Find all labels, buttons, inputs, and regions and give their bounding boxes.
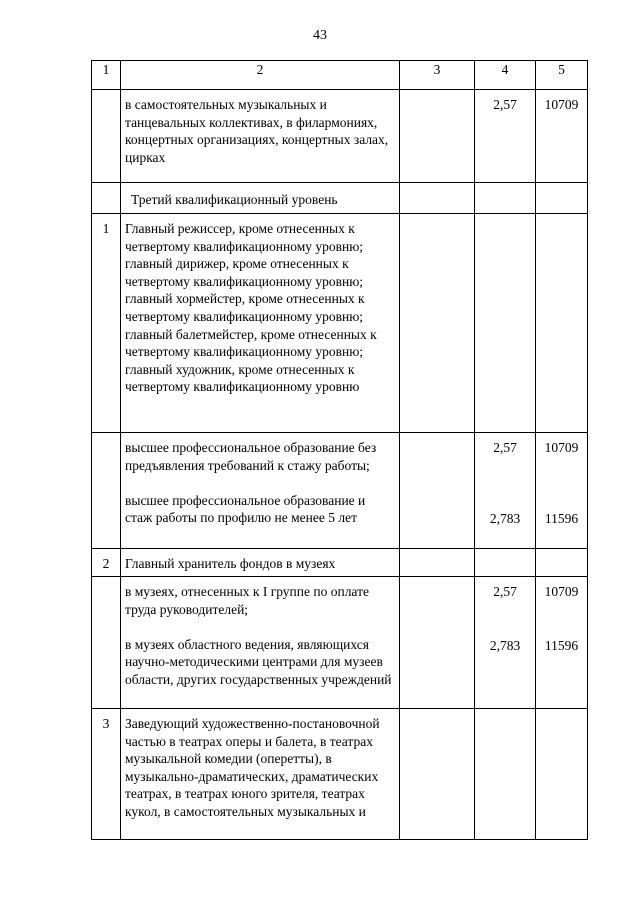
row-number-cell: [92, 90, 121, 183]
row-coefficient-cell: [475, 433, 536, 549]
table-row: [92, 577, 588, 709]
row-coefficient-b: 2,783: [489, 510, 521, 526]
header-cell-2: 2: [121, 61, 400, 90]
row-coefficient-cell: [475, 90, 536, 183]
row-description-cell: [121, 549, 400, 577]
row-number: 1: [102, 221, 110, 236]
header-cell-4: 4: [475, 61, 536, 90]
row-salary: 10709: [544, 97, 579, 112]
row-description-cell: [121, 90, 400, 183]
section-title-cell: [121, 183, 400, 214]
row-number-cell: [92, 709, 121, 840]
row-description-a: в музеях, отнесенных к I группе по оплате труда руководителей;: [125, 584, 369, 617]
row-number-cell: [92, 214, 121, 433]
page-number: 43: [313, 28, 327, 43]
row-coefficient-a: 2,57: [493, 584, 517, 599]
row-description-a: высшее профессиональное образование без предъявления требований к стажу работы;: [125, 440, 377, 473]
table-header-row: [92, 61, 588, 90]
row-salary-a: 10709: [544, 584, 579, 599]
row-coefficient: 2,57: [493, 97, 517, 112]
row-description-cell: [121, 214, 400, 433]
table-row: [92, 214, 588, 433]
row-description: Главный хранитель фондов в музеях: [125, 556, 336, 571]
row-salary-cell: [536, 577, 588, 709]
row-coefficient-b: 2,783: [489, 637, 521, 653]
row-number: 3: [102, 716, 110, 731]
table-row: [92, 549, 588, 577]
row-salary-cell: [536, 433, 588, 549]
row-salary-b: 11596: [544, 510, 579, 526]
row-salary-cell: [536, 90, 588, 183]
row-description-b: в музеях областного ведения, являющихся научно-методическими центрами для музеев области, других государственных учреждений: [125, 636, 392, 687]
header-cell-3: 3: [400, 61, 475, 90]
header-cell-5: 5: [536, 61, 588, 90]
table-row: [92, 433, 588, 549]
row-description-b: высшее профессиональное образование и стаж работы по профилю не менее 5 лет: [125, 492, 366, 526]
row-number-cell: [92, 549, 121, 577]
section-row: [92, 183, 588, 214]
row-description-cell: [121, 577, 400, 709]
header-cell-1: 1: [92, 61, 121, 90]
row-salary-b: 11596: [544, 637, 579, 653]
row-salary-a: 10709: [544, 440, 579, 455]
salary-table: [91, 60, 588, 840]
table-row: [92, 90, 588, 183]
row-description-cell: [121, 433, 400, 549]
section-title: Третий квалификационный уровень: [131, 192, 338, 207]
row-description: Главный режиссер, кроме отнесенных к четвертому квалификационному уровню; главный дирижер, кроме отнесенных к четвертому квалификационному уровню; главный хормейстер, кроме отнесенных к четвертому квалификационному уровню; главный балетмейстер, кроме отнесенных к четвертому квалификационному уровню; главный художник, кроме отнесенных к четвертому квалификационному уровню: [125, 221, 377, 395]
row-description: в самостоятельных музыкальных и танцевальных коллективах, в филармониях, концертных организациях, концертных залах, цирках: [125, 97, 389, 165]
row-description: Заведующий художественно-постановочной частью в театрах оперы и балета, в театрах музыкальной комедии (оперетты), в музыкально-драматических, драматических театрах, в театрах юного зрителя, театрах кукол, в самостоятельных музыкальных и: [125, 716, 380, 819]
row-coefficient-cell: [475, 577, 536, 709]
row-coefficient-a: 2,57: [493, 440, 517, 455]
row-number: 2: [102, 556, 110, 571]
row-description-cell: [121, 709, 400, 840]
row-col3-cell: [400, 90, 475, 183]
table-row: [92, 709, 588, 840]
